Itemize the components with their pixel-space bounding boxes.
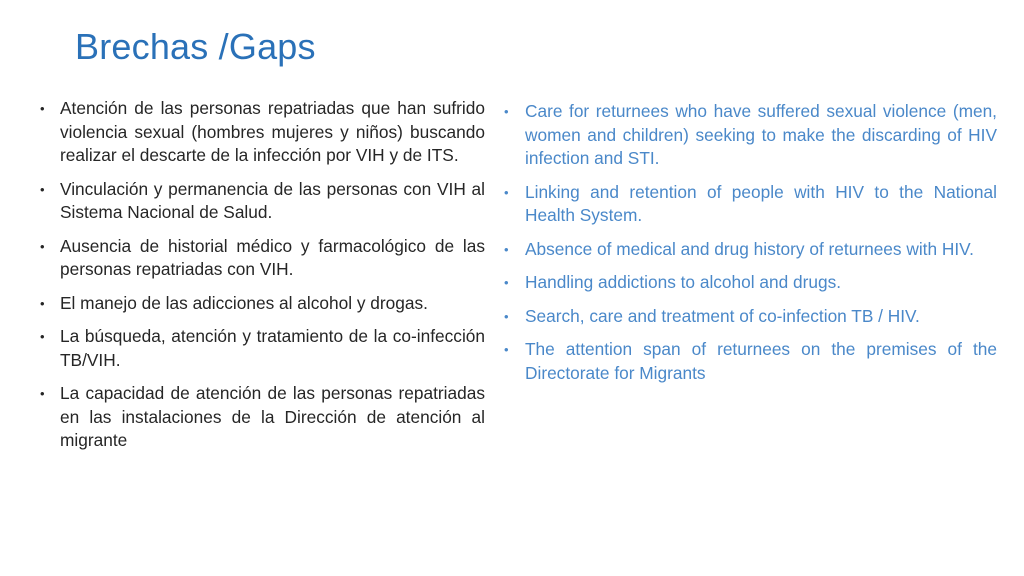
bullet-icon: • <box>40 295 45 311</box>
bullet-icon: • <box>40 386 45 401</box>
list-item-text: Search, care and treatment of co-infection TB / HIV. <box>525 305 920 326</box>
bullet-icon: • <box>40 329 45 344</box>
list-item <box>503 338 997 385</box>
list-item <box>38 235 485 282</box>
list-item <box>38 292 485 316</box>
spanish-gaps-list <box>38 97 485 463</box>
list-item <box>503 238 997 262</box>
list-item <box>503 181 997 228</box>
list-item <box>38 97 485 168</box>
list-item-text: El manejo de las adicciones al alcohol y drogas. <box>60 292 428 313</box>
list-item <box>503 305 997 329</box>
list-item <box>503 271 997 295</box>
bullet-icon: • <box>504 104 509 119</box>
list-item <box>38 325 485 372</box>
list-item-text: The attention span of returnees on the premises of the Directorate for Migrants <box>525 339 997 383</box>
list-item-text: Vinculación y permanencia de las personas con VIH al Sistema Nacional de Salud. <box>60 178 485 222</box>
bullet-icon: • <box>504 308 509 324</box>
list-item-text: Care for returnees who have suffered sexual violence (men, women and children) seeking to make the discarding of HIV infection and STI. <box>525 101 997 168</box>
list-item-text: Linking and retention of people with HIV to the National Health System. <box>525 181 997 225</box>
bullet-icon: • <box>504 342 509 357</box>
list-item-text: Absence of medical and drug history of returnees with HIV. <box>525 238 974 259</box>
bullet-icon: • <box>504 184 509 200</box>
list-item-text: Atención de las personas repatriadas que han sufrido violencia sexual (hombres mujeres y niños) buscando realizar el descarte de la infección por VIH y de ITS. <box>60 98 485 165</box>
list-item-text: Handling addictions to alcohol and drugs. <box>525 272 842 292</box>
list-item-text: Ausencia de historial médico y farmacológico de las personas repatriadas con VIH. <box>60 235 485 279</box>
english-gaps-list <box>503 100 997 395</box>
slide-title: Brechas /Gaps <box>75 26 316 67</box>
bullet-icon: • <box>504 241 509 257</box>
list-item-text: La búsqueda, atención y tratamiento de la co-infección TB/VIH. <box>60 326 485 370</box>
list-item <box>503 100 997 171</box>
list-item-text: La capacidad de atención de las personas repatriadas en las instalaciones de la Dirección de atención al migrante <box>60 383 485 450</box>
bullet-icon: • <box>40 101 45 116</box>
bullet-icon: • <box>504 275 509 290</box>
bullet-icon: • <box>40 181 45 197</box>
list-item <box>38 382 485 453</box>
bullet-icon: • <box>40 238 45 254</box>
list-item <box>38 178 485 225</box>
